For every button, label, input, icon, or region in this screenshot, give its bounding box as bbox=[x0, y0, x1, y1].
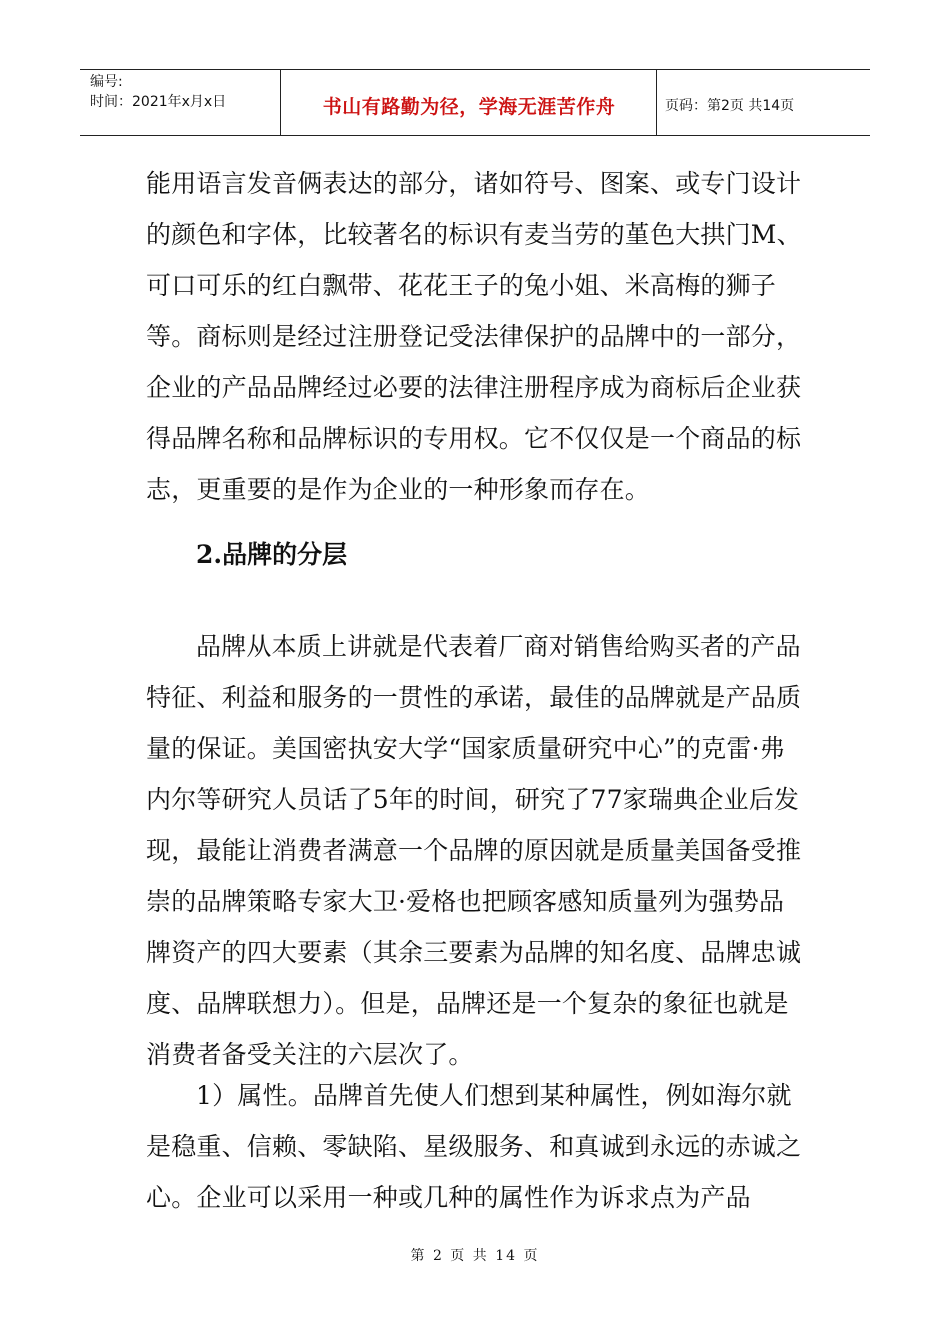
paragraph-attributes: 1）属性。品牌首先使人们想到某种属性，例如海尔就是稳重、信赖、零缺陷、星级服务、和真诚到永远的赤诚之心。企业可以采用一种或几种的属性作为诉求点为产品 bbox=[146, 1081, 802, 1212]
header-page-code: 页码：第2页 共14页 bbox=[665, 98, 795, 114]
header-meta bbox=[90, 72, 226, 112]
header-divider-left bbox=[280, 69, 281, 135]
section-heading: 2.品牌的分层 bbox=[196, 540, 348, 569]
paragraph-brand-identity: 能用语言发音俩表达的部分，诸如符号、图案、或专门设计的颜色和字体，比较著名的标识有麦当劳的堇色大拱门M、可口可乐的红白飘带、花花王子的兔小姐、米高梅的狮子等。商标则是经过注册登记受法律保护的品牌中的一部分，企业的产品品牌经过必要的法律注册程序成为商标后企业获得品牌名称和品牌标识的专用权。它不仅仅是一个商品的标志，更重要的是作为企业的一种形象而存在。 bbox=[146, 169, 802, 504]
header-divider-right bbox=[656, 69, 657, 135]
header-motto: 书山有路勤为径，学海无涯苦作舟 bbox=[322, 96, 616, 118]
paragraph-brand-levels: 品牌从本质上讲就是代表着厂商对销售给购买者的产品特征、利益和服务的一贯性的承诺，最佳的品牌就是产品质量的保证。美国密执安大学“国家质量研究中心”的克雷·弗内尔等研究人员话了5年的时间，研究了77家瑞典企业后发现，最能让消费者满意一个品牌的原因就是质量美国备受推崇的品牌策略专家大卫·爱格也把顾客感知质量列为强势品牌资产的四大要素（其余三要素为品牌的知名度、品牌忠诚度、品牌联想力）。但是，品牌还是一个复杂的象征也就是消费者备受关注的六层次了。 bbox=[146, 632, 802, 1069]
number-label: 编号: bbox=[90, 74, 123, 90]
time-label: 时间：2021年x月x日 bbox=[90, 94, 227, 110]
header-top-rule bbox=[80, 69, 870, 70]
page-footer: 第 2 页 共 14 页 bbox=[410, 1248, 540, 1264]
header-bottom-rule bbox=[80, 135, 870, 136]
